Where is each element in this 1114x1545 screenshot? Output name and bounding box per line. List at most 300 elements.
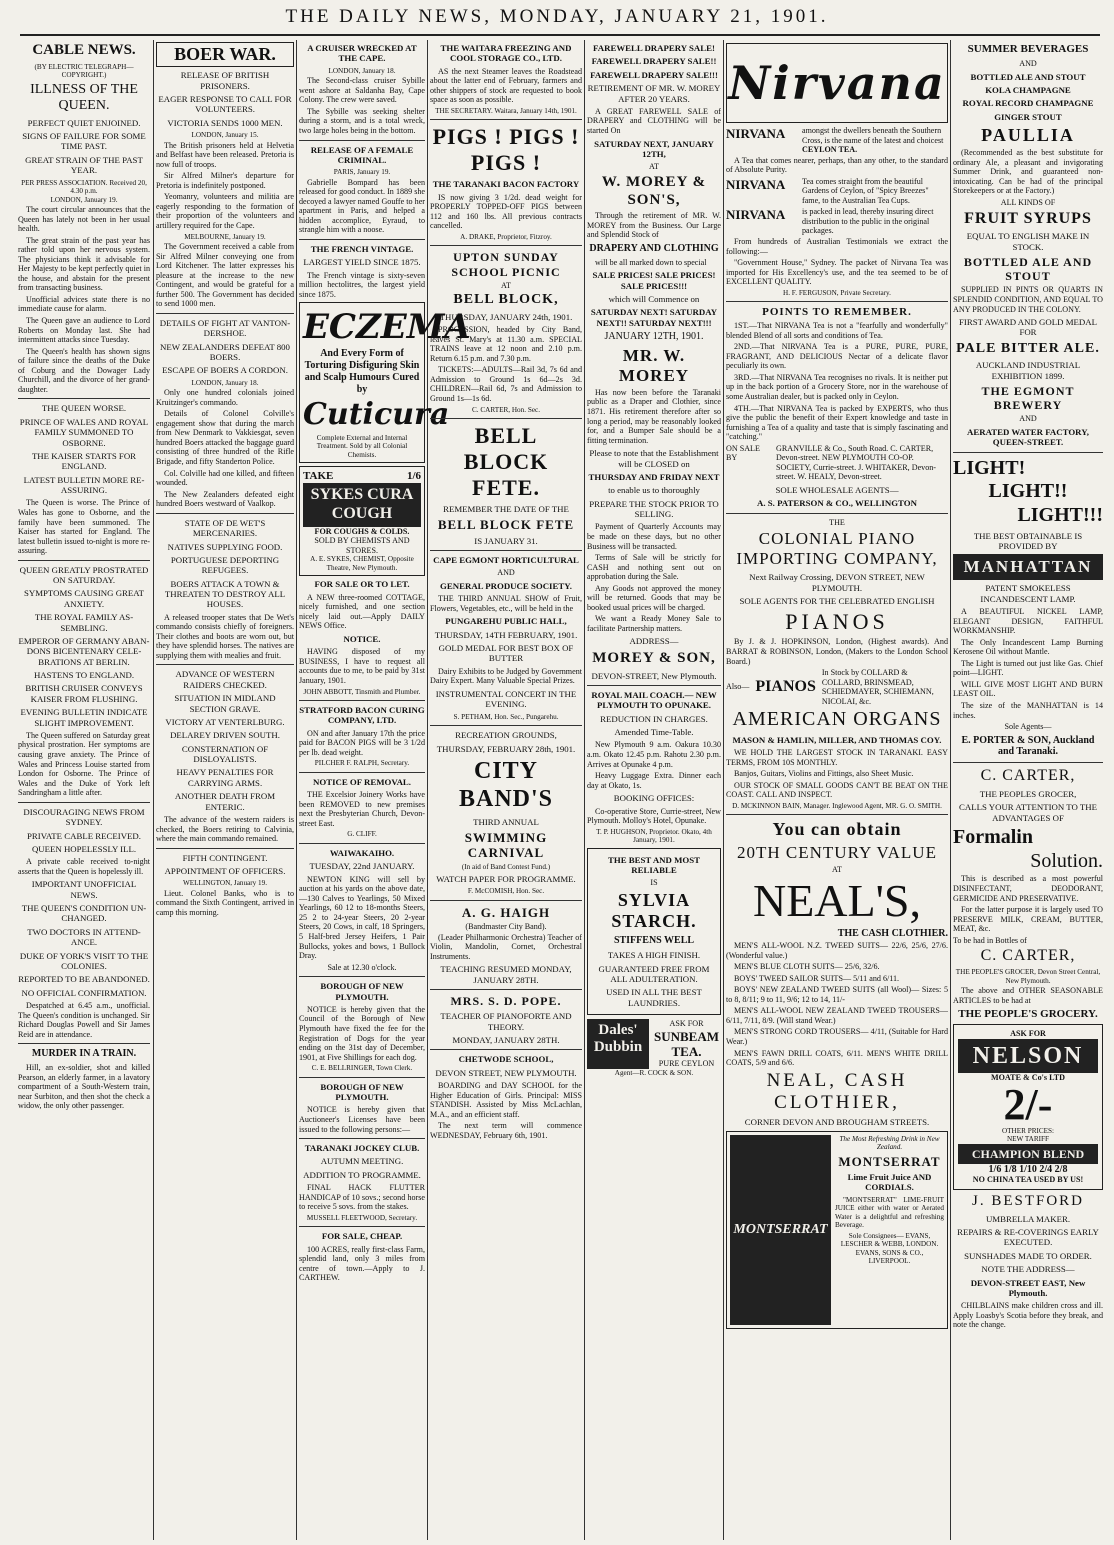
paragraph: WE HOLD THE LARGEST STOCK IN TARANAKI. EASY TERMS, FROM 10S MONTHLY. xyxy=(726,748,948,767)
ad-text: SOLD BY CHEMISTS AND STORES. xyxy=(314,536,410,555)
deck: JANUARY 12TH, 1901. xyxy=(604,331,704,343)
signature: G. CLIFF. xyxy=(347,830,377,839)
paragraph: (Leader Philharmonic Orchestra) Teacher of Violin, Mandolin, Cornet, Orchestral Instruments. xyxy=(430,932,582,961)
deck: INSTRUMENTAL CONCERT IN THE EVENING. xyxy=(435,688,577,710)
ad-headline: THE BEST AND MOST RELIABLE xyxy=(608,854,700,875)
price-line: MEN'S STRONG CORD TROUSERS— 4/11, (Suitable for Hard Wear.) xyxy=(726,1027,948,1046)
signature: E. PORTER & SON, Auckland and Taranaki. xyxy=(961,734,1095,758)
deck: TEACHING RESUMED MONDAY, JANUARY 28TH. xyxy=(440,964,572,985)
ad-headline: CHETWODE SCHOOL, xyxy=(458,1054,554,1065)
deck: ALL KINDS OF xyxy=(1000,197,1056,207)
signature: C. E. BELLRINGER, Town Clerk. xyxy=(311,1064,413,1073)
separator xyxy=(430,119,582,120)
deck: NEW TARIFF xyxy=(1006,1135,1050,1144)
paragraph: Tea comes straight from the beautiful Gardens of Ceylon, of "Spicy Breezes" fame, to the Australian Tea Cups. xyxy=(802,176,929,205)
ad-pigs-title: PIGS ! PIGS ! PIGS ! xyxy=(432,124,580,176)
ad-headline: FAREWELL DRAPERY SALE! xyxy=(593,43,715,53)
separator xyxy=(430,245,582,246)
deck: IS xyxy=(650,878,658,888)
deck: REPAIRS & RE-COVERINGS EARLY EXECUTED. xyxy=(957,1227,1099,1248)
column-boer-war xyxy=(156,40,294,1540)
paragraph: The Queen suffered on Saturday great physical prostration. Her symptoms are causing grave anxiety. The Prince of Wales and Princess Louise started from London for Osborne. The Prince of Wales and the Duke of York left Sandringham a little after. xyxy=(18,730,150,798)
deck: OTHER PRICES: xyxy=(1001,1126,1055,1135)
paragraph: PROCESSION, headed by City Band, leaves St. Mary's at 11.30 a.m. SPECIAL TRAINS leave at 12 noon and 2.10 p.m. Return 6.15 p.m. and 7.30 p.m. xyxy=(430,325,582,363)
paragraph: The French vintage is sixty-seven million hectolitres, the largest yield since 1875. xyxy=(299,270,425,299)
signature: THE SECRETARY. Waitara, January 14th, 1901. xyxy=(435,106,577,115)
paragraph: "Government House," Sydney. The packet of Nirvana Tea was imported for His Excellency's use, and the tea seemed to be of EXCELLENT QUALITY. xyxy=(726,258,948,287)
ad-morey-title: W. MOREY & SON'S, xyxy=(601,173,707,208)
sunbeam-tea-title: SUNBEAM TEA. xyxy=(653,1028,719,1059)
headline-female-criminal: RELEASE OF A FEMALE CRIMINAL. xyxy=(310,144,414,165)
price-line: BOYS' NEW ZEALAND TWEED SUITS (all Wool)— Sizes: 5 to 8, 8/11; 9 to 11, 9/6; 12 to 14, 11/- xyxy=(726,985,948,1004)
deck: Next Railway Crossing, DEVON STREET, NEW PLYMOUTH. xyxy=(749,572,925,593)
deck: EAGER RESPONSE TO CALL FOR VOLUNTEERS. xyxy=(158,93,292,115)
separator xyxy=(156,664,294,665)
deck: PUNGAREHU PUBLIC HALL, xyxy=(445,616,567,627)
column-divider xyxy=(153,40,154,1540)
deck: APPOINTMENT OF OFFICERS. xyxy=(164,866,286,876)
column-divider xyxy=(584,40,585,1540)
ad-montserrat xyxy=(726,1131,948,1329)
pianos-label: PIANOS xyxy=(755,677,816,695)
deck: TUESDAY, 22nd JANUARY. xyxy=(309,861,415,872)
separator xyxy=(156,313,294,314)
column-divider xyxy=(950,40,951,1540)
deck: EQUAL TO ENGLISH MAKE IN STOCK. xyxy=(966,231,1090,252)
deck: IMPORTANT UNOFFICIAL NEWS. xyxy=(31,879,137,900)
paragraph: (Recommended as the best substitute for ordinary Ale, a pleasant and invigorating Summer Drink, and guaranteed non-intoxicating. Can be had of the principal Storekeepers or at the Factory.) xyxy=(953,148,1103,196)
headline-boer-war: BOER WAR. xyxy=(156,42,294,67)
separator xyxy=(430,418,582,419)
ad-headline: FOR SALE, CHEAP. xyxy=(321,1231,403,1242)
deck: ON SALE BY xyxy=(726,443,760,463)
deck: AUTUMN MEETING. xyxy=(320,1156,404,1167)
manhattan-title: MANHATTAN xyxy=(953,554,1103,580)
ad-headline: A. G. HAIGH xyxy=(461,904,551,920)
credit: PER PRESS ASSOCIATION. Received 20, 4.30 p.m. xyxy=(21,178,147,196)
paragraph: The Only Incandescent Lamp Burning Kerosene Oil without Mantle. xyxy=(953,637,1103,657)
paragraph: The next term will commence WEDNESDAY, February 6th, 1901. xyxy=(430,1121,582,1140)
deck: THE ROYAL FAMILY AS-SEMBLING. xyxy=(34,612,134,633)
paragraph: A released trooper states that De Wet's commando consists chiefly of foreigners. Their clothes and boots are worn out, but they have splendid horses. The natives are supplying them with mealies and fruit. xyxy=(156,612,294,660)
deck: SOLE WHOLESALE AGENTS— xyxy=(775,484,899,495)
montserrat-illustration xyxy=(730,1135,831,1325)
paragraph: Dairy Exhibits to be Judged by Government Dairy Expert. Many Valuable Special Prizes. xyxy=(430,666,582,686)
deck: ASK FOR xyxy=(669,1019,704,1029)
deck: PURE CEYLON xyxy=(658,1059,715,1069)
paragraph: The Sybille was seeking shelter during a storm, and is a total wreck, two large holes being in the bottom. xyxy=(299,106,425,135)
signature: MUSSELL FLEETWOOD, Secretary. xyxy=(306,1213,418,1222)
paragraph: TICKETS:—ADULTS—Rail 3d, 7s 6d and Admission to Ground 1s 6d—2s 3d. CHILDREN—Rail 6d, 7s and Admission to Ground 1s—1s 6d. xyxy=(430,365,582,403)
paragraph: A private cable received to-night asserts that the Queen is hopelessly ill. xyxy=(18,857,150,876)
paragraph: NOTICE is hereby given that the Council of the Borough of New Plymouth have fixed the fee for the Registration of Dogs for the year ending on the 31st day of December, 1901, at Five Shillings for each dog. xyxy=(299,1004,425,1062)
light-title: LIGHT!!! xyxy=(1017,503,1103,526)
deck: VICTORIA SENDS 1000 MEN. xyxy=(167,117,283,128)
deck: The Most Refreshing Drink in New Zealand. xyxy=(839,1134,940,1152)
neal-cash-clothier: NEAL, CASH CLOTHIER, xyxy=(766,1069,908,1114)
paragraph: FINAL HACK FLUTTER HANDICAP of 10 sovs.; second horse to receive 5 sovs. from the stakes. xyxy=(299,1183,425,1212)
paragraph: HAVING disposed of my BUSINESS, I have to request all accounts due to me, to be paid by 31st January, 1901. xyxy=(299,647,425,685)
headline-vintage: THE FRENCH VINTAGE. xyxy=(310,244,414,255)
column-nirvana-piano-neal xyxy=(726,40,948,1540)
sykes-logo: SYKES CURA COUGH xyxy=(303,483,421,527)
separator xyxy=(18,1043,150,1044)
paragraph: "MONTSERRAT" LIME-FRUIT JUICE either with water or Aerated Water is a delightful and refreshing Beverage. xyxy=(835,1195,944,1230)
deck: BELL BLOCK FETE xyxy=(437,517,575,533)
paragraph: Only one hundred colonials joined Kruitzinger's commando. xyxy=(156,388,294,407)
separator xyxy=(299,140,425,141)
paragraph: SUPPLIED IN PINTS OR QUARTS IN SPLENDID CONDITION, AND EQUAL TO ANY PRODUCED IN THE COLONY. xyxy=(953,285,1103,314)
deck: RELEASE OF BRITISH PRISONERS. xyxy=(180,70,270,91)
paragraph: Lieut. Colonel Banks, who is to command the Sixth Contingent, arrived in camp this morning. xyxy=(156,888,294,917)
deck: THURSDAY, FEBRUARY 28th, 1901. xyxy=(436,743,576,754)
paragraph: Through the retirement of MR. W. MOREY from the Business. Our Large and Splendid Stock of xyxy=(587,211,721,240)
points-title: POINTS TO REMEMBER. xyxy=(762,306,912,319)
byline: (BY ELECTRIC TELEGRAPH—COPYRIGHT.) xyxy=(34,62,134,80)
deck: THE CASH CLOTHIER. xyxy=(837,928,948,940)
deck: STIFFENS WELL xyxy=(613,935,695,947)
ad-city-band-title: CITY BAND'S xyxy=(458,757,554,813)
paragraph: WILL GIVE MOST LIGHT AND BURN LEAST OIL. xyxy=(953,679,1103,699)
separator xyxy=(299,1226,425,1227)
light-title: LIGHT! xyxy=(953,456,1026,479)
deck: USED IN ALL THE BEST LAUNDRIES. xyxy=(606,987,702,1008)
ad-nelson-tea xyxy=(953,1024,1103,1190)
deck: ADDRESS— xyxy=(629,636,679,647)
deck: REDUCTION IN CHARGES. xyxy=(600,713,708,724)
deck: PRINCE OF WALES AND ROYAL FAMILY SUMMONED TO OSBORNE. xyxy=(19,416,149,448)
paragraph: The Light is turned out just like Gas. Chief point—LIGHT. xyxy=(953,658,1103,678)
deck: DEVON-STREET EAST, New Plymouth. xyxy=(970,1277,1086,1298)
deck: CORNER DEVON AND BROUGHAM STREETS. xyxy=(744,1117,930,1128)
separator xyxy=(299,772,425,773)
separator xyxy=(299,843,425,844)
paragraph: In Stock by COLLARD & COLLARD, BRINSMEAD, SCHIEDMAYER, SCHIEMANN, NICOLAI, &c. xyxy=(821,668,934,706)
deck: NATIVES SUPPLYING FOOD. xyxy=(167,541,283,552)
separator xyxy=(430,989,582,990)
deck: ESCAPE OF BOERS A CORDON. xyxy=(162,365,288,376)
paragraph-text: amongst the dwellers beneath the Southern Cross, is the name of the latest and choicest xyxy=(802,126,944,145)
paragraph: A NEW three-roomed COTTAGE, nicely furnished, and one section nicely laid out.—Apply DAILY NEWS Office. xyxy=(299,592,425,631)
egmont-brewery-title: THE EGMONT BREWERY xyxy=(981,384,1075,413)
separator xyxy=(18,560,150,561)
deck: AT xyxy=(649,162,659,172)
signature: C. CARTER, Hon. Sec. xyxy=(471,405,541,414)
column-notices xyxy=(430,40,582,1540)
deck: THE QUEEN WORSE. xyxy=(41,403,127,414)
deck: to enable us to thoroughly xyxy=(608,485,700,496)
deck: SIGNS OF FAILURE FOR SOME TIME PAST. xyxy=(22,131,146,152)
point: 2ND.—That NIRVANA Tea is a PURE, PURE, PURE, FRAGRANT, AND DELICIOUS Nectar of a delicate flavor peculiarly its own. xyxy=(726,342,948,371)
formalin-title: Formalin xyxy=(953,826,1033,849)
column-cable-news xyxy=(18,40,150,1540)
ad-text: FOR COUGHS & COLDS. xyxy=(314,526,410,536)
nirvana-logo-box xyxy=(726,43,948,123)
signature: A. S. PATERSON & CO., WELLINGTON xyxy=(757,498,917,509)
deck: BOTTLED ALE AND STOUT xyxy=(970,71,1086,82)
price-line: MEN'S ALL-WOOL N.Z. TWEED SUITS— 22/6, 25/6, 27/6. (Wonderful value.) xyxy=(726,941,948,960)
deck: DELAREY DRIVEN SOUTH. xyxy=(170,730,280,741)
deck: GOLD MEDAL FOR BEST BOX OF BUTTER xyxy=(438,643,574,664)
column-divider xyxy=(296,40,297,1540)
ad-cuticura xyxy=(299,302,471,463)
ad-picnic-title: UPTON SUNDAY SCHOOL PICNIC xyxy=(451,250,561,279)
deck: CONSTERNATION OF DISLOYALISTS. xyxy=(181,743,269,765)
deck: Lime Fruit Juice AND CORDIALS. xyxy=(847,1172,932,1193)
ad-headline: NOTICE OF REMOVAL. xyxy=(313,776,411,787)
paragraph: Gabrielle Bompard has been released for good conduct. In 1889 she decoyed a lawyer named Gouffe to her apartment in Paris, and helped a hidden accomplice, Eyraud, to strangle him with a noose. xyxy=(299,177,425,235)
price-line: MEN'S FAWN DRILL COATS, 6/11. MEN'S WHITE DRILL COATS, 5/9 and 6/6. xyxy=(726,1048,948,1068)
paragraph: 100 ACRES, really first-class Farm, splendid land, only 3 miles from centre of town.—Apply to J. CARTHEW. xyxy=(299,1244,425,1283)
paragraph: AS the next Steamer leaves the Roadstead about the latter end of February, farmers and other shippers of stock are requested to book space as soon as possible. xyxy=(430,66,582,105)
ad-headline: CAPE EGMONT HORTICULTURAL xyxy=(433,554,579,565)
paragraph: Hill, an ex-soldier, shot and killed Pearson, an elderly farmer, in a lavatory compartment of a South-Western train, near Surbiton, and then shot the check a widow, the only other passenger. xyxy=(18,1063,150,1111)
deck: Amended Time-Table. xyxy=(614,727,694,738)
ad-headline: FAREWELL DRAPERY SALE!! xyxy=(591,56,717,67)
deck: REPORTED TO BE ABANDONED. xyxy=(18,974,150,985)
dateline: LONDON, January 15. xyxy=(191,131,259,140)
deck: IS JANUARY 31. xyxy=(474,535,538,546)
ad-headline: TARANAKI JOCKEY CLUB. xyxy=(304,1143,420,1154)
paragraph: The Second-class cruiser Sybille went ashore at Saldanha Bay, Cape Colony. The crew were saved. xyxy=(299,76,425,105)
deck: THE TARANAKI BACON FACTORY xyxy=(432,179,580,190)
deck: TEACHER OF PIANOFORTE AND THEORY. xyxy=(440,1011,572,1032)
price-line: MEN'S ALL-WOOL NEW ZEALAND TWEED TROUSERS— 6/11, 7/11, 8/9. (Will stand Wear.) xyxy=(726,1006,948,1025)
light-title: LIGHT!! xyxy=(988,480,1068,503)
deck: AT xyxy=(832,864,842,874)
nirvana-logo: Nirvana xyxy=(728,55,946,110)
paragraph xyxy=(802,126,948,155)
deck: BELL BLOCK, xyxy=(453,292,559,308)
deck: VICTORY AT VENTERLBURG. xyxy=(165,716,285,727)
paragraph: Terms of Sale will be strictly for CASH and nothing sent out on approbation during the Sale. xyxy=(587,553,721,582)
deck: LATEST BULLETIN MORE RE-ASSURING. xyxy=(23,474,145,496)
paragraph: New Plymouth 9 a.m. Oakura 10.30 a.m. Okato 12.45 p.m. Rahotu 2.30 p.m. Arrives at Opunake 4 p.m. xyxy=(587,740,721,769)
bestford-title: J. BESTFORD xyxy=(971,1193,1085,1210)
deck: SWIMMING CARNIVAL xyxy=(464,829,548,861)
separator xyxy=(18,802,150,803)
deck: NO CHINA TEA USED BY US! xyxy=(972,1175,1084,1185)
paragraph: THE THIRD ANNUAL SHOW of Fruit, Flowers, Vegetables, etc., will be held in the xyxy=(430,594,582,613)
paragraph: The great strain of the past year has rather told upon her nervous system. The physicians think it advisable for Her Majesty to be kept perfectly quiet in the house, and abstain for the present from transacting business. xyxy=(18,235,150,293)
deck: THE PEOPLES GROCER, xyxy=(979,789,1077,800)
deck: THURSDAY, JANUARY 24th, 1901. xyxy=(439,311,573,322)
deck: DEVON STREET, NEW PLYMOUTH. xyxy=(435,1067,577,1078)
headline-queen-illness: ILLNESS OF THE QUEEN. xyxy=(30,81,138,114)
paragraph: NOTICE is hereby given that Auctioneer's Licenses have been issued to the following persons:— xyxy=(299,1105,425,1134)
separator xyxy=(726,513,948,514)
deck: BRITISH CRUISER CONVEYS KAISER FROM FLUSHING. xyxy=(25,683,143,704)
solution-title: Solution. xyxy=(1030,849,1103,872)
ad-fete-title: BELL BLOCK FETE. xyxy=(463,422,549,500)
paragraph: From hundreds of Australian Testimonials we extract the following:— xyxy=(726,237,948,256)
deck: MOATE & Co's LTD xyxy=(991,1073,1065,1082)
paragraph: Payment of Quarterly Accounts may be made on these days, but no other Business will be transacted. xyxy=(587,522,721,551)
deck: RETIREMENT OF MR. W. MOREY AFTER 20 YEARS. xyxy=(587,83,721,104)
ad-headline: ROYAL MAIL COACH.— NEW PLYMOUTH TO OPUNAKE. xyxy=(591,689,717,711)
separator xyxy=(726,301,948,302)
deck: 20TH CENTURY VALUE xyxy=(737,842,937,862)
paragraph: Any Goods not approved the money will be returned. Goods that may be booked usual prices will be charged. xyxy=(587,583,721,612)
column-drapery-sale xyxy=(587,40,721,1540)
deck: BOERS ATTACK A TOWN & THREATEN TO DESTROY ALL HOUSES. xyxy=(164,578,286,610)
headline-murder: MURDER IN A TRAIN. xyxy=(31,1048,137,1060)
price-list: 1/6 1/8 1/10 2/4 2/8 xyxy=(988,1163,1068,1175)
ad-morey-name: MR. W. MOREY xyxy=(618,345,690,385)
cuticura-logo: Cuticura xyxy=(303,396,450,432)
point: 1ST.—That NIRVANA Tea is not a "fearfully and wonderfully" blended Blend of all sorts and conditions of Tea. xyxy=(726,321,948,340)
signature: S. PETHAM, Hon. Sec., Pungarehu. xyxy=(453,712,559,721)
deck: (In aid of Band Contest Fund.) xyxy=(461,862,551,871)
deck: ROYAL RECORD CHAMPAGNE xyxy=(962,98,1094,109)
column-news-ads xyxy=(299,40,471,1540)
deck: UMBRELLA MAKER. xyxy=(985,1213,1071,1224)
paragraph: is packed in lead, thereby insuring direct distribution to the public in the original packages. xyxy=(802,207,934,236)
deck: THE QUEEN'S CONDITION UN-CHANGED. xyxy=(21,903,147,924)
point: 4TH.—That NIRVANA Tea is packed by EXPERTS, who thus give the public the benefit of their Expert knowledge and taste in furnishing a Tea of a quality and taste that is simply fascinating and "catching." xyxy=(726,403,948,442)
price-badge: 1/6 xyxy=(406,470,421,483)
paragraph: ON and after January 17th the price paid for BACON PIGS will be 3 1/2d per lb. dead weight. xyxy=(299,728,425,757)
paragraph: Banjos, Guitars, Violins and Fittings, also Sheet Music. xyxy=(734,769,914,779)
price-line: MEN'S BLUE CLOTH SUITS— 25/6, 32/6. xyxy=(734,962,880,972)
deck: ADDITION TO PROGRAMME. xyxy=(303,1169,421,1180)
pianos-title: PIANOS xyxy=(785,609,889,635)
paragraph: The above and OTHER SEASONABLE ARTICLES to be had at xyxy=(953,986,1103,1005)
dateline: PARIS, January 19. xyxy=(333,168,391,177)
paragraph: will be all marked down to special xyxy=(595,257,707,267)
deck: GINGER STOUT xyxy=(994,111,1062,122)
ad-headline: NOTICE. xyxy=(343,633,381,644)
paragraph: The court circular announces that the Queen has lately not been in her usual health. xyxy=(18,205,150,234)
deck: FIFTH CONTINGENT. xyxy=(182,852,268,863)
ad-headline: FOR SALE OR TO LET. xyxy=(314,579,410,590)
dateline: LONDON, January 19. xyxy=(50,195,118,204)
deck: FIRST AWARD AND GOLD MEDAL FOR xyxy=(959,317,1097,338)
deck: THURSDAY, 14TH FEBRUARY, 1901. xyxy=(434,629,578,640)
masthead-rule xyxy=(20,34,1100,36)
deck: SITUATION IN MIDLAND SECTION GRAVE. xyxy=(174,693,276,714)
paragraph: IS now giving 3 1/2d. dead weight for PROPERLY TOPPED-OFF PIGS between 112 and 160 lbs. All previous contracts cancelled. xyxy=(430,192,582,231)
deck: THE PEOPLE'S GROCER, Devon Street Central, New Plymouth. xyxy=(955,968,1101,985)
deck: (Bandmaster City Band). xyxy=(465,922,547,932)
deck: MASON & HAMLIN, MILLER, AND THOMAS COY. xyxy=(732,734,942,745)
paragraph: By J. & J. HOPKINSON, London, (Highest awards). And BARRAT & ROBINSON, London, (Makers to the London School Board.) xyxy=(726,637,948,666)
nirvana-label: NIRVANA xyxy=(726,176,786,192)
headline-cable-news: CABLE NEWS. xyxy=(32,42,136,58)
paragraph: OUR STOCK OF SMALL GOODS CAN'T BE BEAT ON THE COAST. CALL AND INSPECT. xyxy=(726,780,948,800)
deck: Please to note that the Establishment will be CLOSED on xyxy=(589,448,719,469)
separator xyxy=(726,814,948,815)
paragraph: A Tea that comes nearer, perhaps, than any other, to the standard of Absolute Purity. xyxy=(726,155,948,175)
deck: SATURDAY NEXT! SATURDAY NEXT!! SATURDAY NEXT!!! xyxy=(590,307,718,328)
peoples-grocery: THE PEOPLE'S GROCERY. xyxy=(958,1008,1098,1021)
deck: DRAPERY AND CLOTHING xyxy=(589,242,719,254)
neals-tagline: You can obtain xyxy=(772,819,902,840)
deck: SYMPTOMS CAUSING GREAT ANXIETY. xyxy=(23,588,145,609)
deck: SALE PRICES! SALE PRICES! SALE PRICES!!! xyxy=(592,270,716,291)
separator xyxy=(156,848,294,849)
paragraph: Heavy Luggage Extra. Dinner each day at Okato, 1s. xyxy=(587,771,721,790)
deck: DETAILS OF FIGHT AT VANTON-DERSHOE. xyxy=(159,317,291,339)
paragraph: Co-operative Store, Currie-street, New Plymouth. Molloy's Hotel, Opunake. xyxy=(587,806,721,826)
signature: PILCHER F. RALPH, Secretary. xyxy=(314,759,410,768)
pale-bitter-ale-title: PALE BITTER ALE. xyxy=(956,340,1100,356)
paragraph: The New Zealanders defeated eight hundred Boers westward of Vaalkop. xyxy=(156,489,294,509)
signature: JOHN ABBOTT, Tinsmith and Plumber. xyxy=(303,687,421,696)
separator xyxy=(299,1077,425,1078)
signature: Agent—R. COCK & SON. xyxy=(614,1068,694,1077)
ad-headline: BOROUGH OF NEW PLYMOUTH. xyxy=(320,1081,404,1103)
dales-dubbin-logo: Dales' Dubbin xyxy=(587,1019,649,1069)
signature: Sole Consignees— EVANS, LESCHER & WEBB, LONDON. EVANS, SONS & CO., LIVERPOOL. xyxy=(840,1231,939,1266)
deck: AND xyxy=(497,568,515,578)
deck: SOLE AGENTS FOR THE CELEBRATED ENGLISH xyxy=(739,596,935,607)
ad-headline: BOROUGH OF NEW PLYMOUTH. xyxy=(320,981,404,1002)
point: 3RD.—That NIRVANA Tea recognises no rivals. It is neither put up in the back portion of a Grocery Store, nor in the warehouse of some Australian dealer, but is packed only in Ceylon. xyxy=(726,372,948,402)
deck: PERFECT QUIET ENJOINED. xyxy=(27,117,141,128)
fruit-syrups-title: FRUIT SYRUPS xyxy=(964,209,1092,227)
column-divider xyxy=(723,40,724,1540)
deck: PRIVATE CABLE RECEIVED. xyxy=(27,830,141,841)
deck: EVENING BULLETIN INDICATE SLIGHT IMPROVEMENT. xyxy=(20,707,148,728)
nirvana-label: NIRVANA xyxy=(726,126,786,141)
ad-eczema-title: ECZEMA xyxy=(303,307,471,348)
paragraph: The size of the MANHATTAN is 14 inches. xyxy=(953,700,1103,720)
separator xyxy=(953,452,1103,453)
paragraph: A GREAT FAREWELL SALE of DRAPERY and CLOTHING will be started On xyxy=(587,106,721,135)
deck: HEAVY PENALTIES FOR CARRYING ARMS. xyxy=(176,767,274,788)
paragraph: Details of Colonel Colville's engagement show that during the march from New Denmark to Vakkiesgat, seven hundred Boers attacked the baggage guard consisting of three hundred of the Rifle Brigade, and fifty Standerton Police. xyxy=(156,409,294,467)
deck: To be had in Bottles of xyxy=(953,935,1027,945)
carter-title: C. CARTER, xyxy=(980,767,1076,785)
ad-text: Complete External and Internal Treatment. Sold by all Colonial Chemists. xyxy=(316,433,408,459)
deck: THE KAISER STARTS FOR ENGLAND. xyxy=(31,450,137,472)
dateline: MELBOURNE, January 19. xyxy=(184,232,266,241)
separator xyxy=(430,550,582,551)
ad-text: And Every Form of Torturing Disfiguring Skin and Scalp Humours Cured by xyxy=(304,348,420,395)
nirvana-label: NIRVANA xyxy=(726,207,786,223)
deck: BOOKING OFFICES: xyxy=(613,793,695,804)
deck: AND xyxy=(1019,58,1037,68)
ad-text: A. E. SYKES, CHEMIST, Opposite Theatre, New Plymouth. xyxy=(310,555,414,572)
signature: H. F. FERGUSON, Private Secretary. xyxy=(783,288,891,297)
ceylon-tea: CEYLON TEA. xyxy=(802,145,858,155)
deck: GENERAL PRODUCE SOCIETY. xyxy=(440,580,572,591)
separator xyxy=(430,1049,582,1050)
deck: ADVANCE OF WESTERN RAIDERS CHECKED. xyxy=(175,669,275,690)
deck: TWO DOCTORS IN ATTEND-ANCE. xyxy=(27,926,141,948)
deck: THIRD ANNUAL xyxy=(473,816,539,827)
dateline: LONDON, January 18. xyxy=(191,378,259,387)
deck: which will Commence on xyxy=(608,293,700,304)
paragraph: For the latter purpose it is largely used TO PRESERVE MILK, CREAM, BUTTER, MEAT, &c. xyxy=(953,905,1103,934)
paragraph: A BEAUTIFUL NICKEL LAMP, ELEGANT DESIGN, FAITHFUL WORKMANSHIP. xyxy=(953,607,1103,636)
deck: Sole Agents— xyxy=(1004,722,1052,732)
signature: F. McCOMISH, Hon. Sec. xyxy=(467,887,545,896)
paragraph: This is described as a most powerful DISINFECTANT, DEODORANT, GERMICIDE AND PRESERVATIVE. xyxy=(953,874,1103,903)
signature: A. DRAKE, Proprietor, Fitzroy. xyxy=(460,232,552,241)
dateline: WELLINGTON, January 19. xyxy=(182,879,268,888)
ad-headline: MRS. S. D. POPE. xyxy=(450,994,562,1009)
ad-headline: SUMMER BEVERAGES xyxy=(967,43,1089,55)
separator xyxy=(156,513,294,514)
montserrat-title: MONTSERRAT xyxy=(838,1153,941,1169)
deck: SUNSHADES MADE TO ORDER. xyxy=(964,1250,1092,1261)
nelson-price: 2/- xyxy=(1003,1079,1053,1129)
deck: NO OFFICIAL CONFIRMATION. xyxy=(21,987,147,998)
deck: GREAT STRAIN OF THE PAST YEAR. xyxy=(25,154,143,176)
masthead: THE DAILY NEWS, MONDAY, JANUARY 21, 1901. xyxy=(285,6,829,27)
